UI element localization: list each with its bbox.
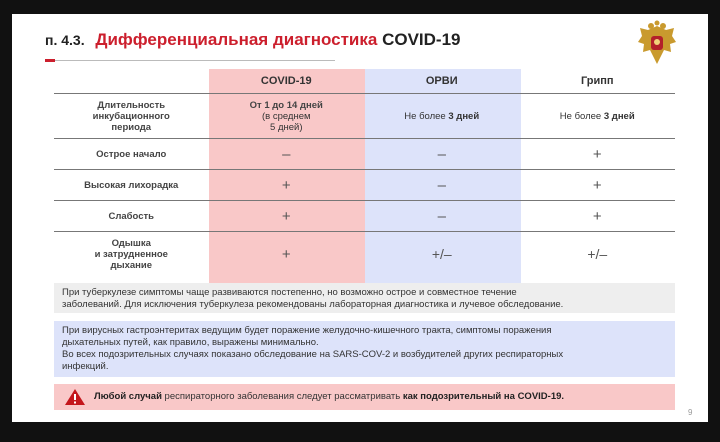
warning-mid: респираторного заболевания следует рассматривать bbox=[161, 391, 403, 402]
note-line: При туберкулезе симптомы чаще развиваются постепенно, но возможно острое и совместное течение bbox=[62, 287, 517, 298]
title-suffix: COVID-19 bbox=[382, 30, 461, 49]
row-label: Высокая лихорадка bbox=[84, 179, 179, 191]
row-label bbox=[54, 94, 209, 138]
row-label: Слабость bbox=[108, 210, 154, 222]
cell-flu-bold: 3 дней bbox=[603, 110, 635, 122]
page-title bbox=[45, 30, 461, 50]
warning-bold-1: Любой случай bbox=[94, 391, 162, 402]
note-line: заболеваний. Для исключения туберкулеза рекомендованы лабораторная диагностика и лучевое обследование. bbox=[62, 299, 564, 310]
cell-orvi-prefix: Не более bbox=[404, 110, 449, 122]
row-label-line: периода bbox=[111, 121, 152, 133]
note-line: Во всех подозрительных случаях показано обследование на SARS-COV-2 и возбудителей других респираторных bbox=[62, 349, 564, 360]
row-label-line: и затрудненное bbox=[94, 248, 168, 260]
row-label-line: Длительность bbox=[97, 99, 166, 111]
cell-orvi: +/– bbox=[431, 245, 452, 262]
row-label bbox=[54, 232, 209, 276]
row-label-line: Одышка bbox=[111, 237, 151, 249]
row-label: Острое начало bbox=[96, 148, 167, 160]
header-empty bbox=[54, 69, 209, 93]
table-row bbox=[54, 201, 675, 232]
cell-covid-line: От 1 до 14 дней bbox=[249, 99, 323, 111]
cell-flu: + bbox=[592, 176, 602, 194]
table-row bbox=[54, 232, 675, 276]
gastro-note bbox=[54, 321, 675, 377]
note-line: дыхательных путей, как правило, выражены минимально. bbox=[62, 337, 319, 348]
table-row bbox=[54, 170, 675, 201]
cell-covid: + bbox=[281, 207, 291, 225]
row-label-line: дыхание bbox=[110, 259, 153, 271]
title-divider bbox=[45, 60, 335, 61]
cell-orvi: – bbox=[437, 145, 446, 163]
header-flu: Грипп bbox=[580, 74, 614, 87]
cell-flu-prefix: Не более bbox=[559, 110, 604, 122]
header-orvi: ОРВИ bbox=[425, 74, 458, 87]
cell-flu bbox=[520, 94, 676, 138]
tuberculosis-note bbox=[54, 283, 675, 313]
cell-covid bbox=[209, 94, 365, 138]
cell-covid: + bbox=[281, 176, 291, 194]
warning-icon bbox=[64, 388, 86, 406]
cell-covid-line: 5 дней) bbox=[270, 121, 303, 133]
note-line: При вирусных гастроэнтеритах ведущим будет поражение желудочно-кишечного тракта, симптомы поражения bbox=[62, 325, 552, 336]
warning-banner bbox=[54, 384, 675, 410]
cell-flu: +/– bbox=[587, 245, 608, 262]
cell-orvi: – bbox=[437, 176, 446, 194]
slide bbox=[12, 14, 708, 422]
cell-covid-line: (в среднем bbox=[261, 110, 311, 122]
title-main: Дифференциальная диагностика bbox=[95, 30, 378, 49]
emblem-icon bbox=[634, 20, 680, 68]
note-line: инфекций. bbox=[62, 361, 109, 372]
table-row bbox=[54, 139, 675, 170]
section-number: п. 4.3. bbox=[45, 32, 85, 48]
table-header-row bbox=[54, 69, 675, 94]
cell-covid: – bbox=[282, 145, 291, 163]
title-accent bbox=[45, 59, 55, 62]
warning-text bbox=[94, 391, 564, 403]
cell-covid: + bbox=[281, 245, 291, 263]
cell-orvi-bold: 3 дней bbox=[448, 110, 480, 122]
row-label-line: инкубационного bbox=[92, 110, 170, 122]
table-row bbox=[54, 94, 675, 139]
cell-orvi bbox=[364, 94, 520, 138]
cell-flu: + bbox=[592, 207, 602, 225]
header-covid: COVID-19 bbox=[260, 74, 312, 87]
cell-flu: + bbox=[592, 145, 602, 163]
cell-orvi: – bbox=[437, 207, 446, 225]
page-number: 9 bbox=[688, 408, 693, 417]
warning-bold-2: как подозрительный на COVID-19. bbox=[402, 391, 565, 402]
